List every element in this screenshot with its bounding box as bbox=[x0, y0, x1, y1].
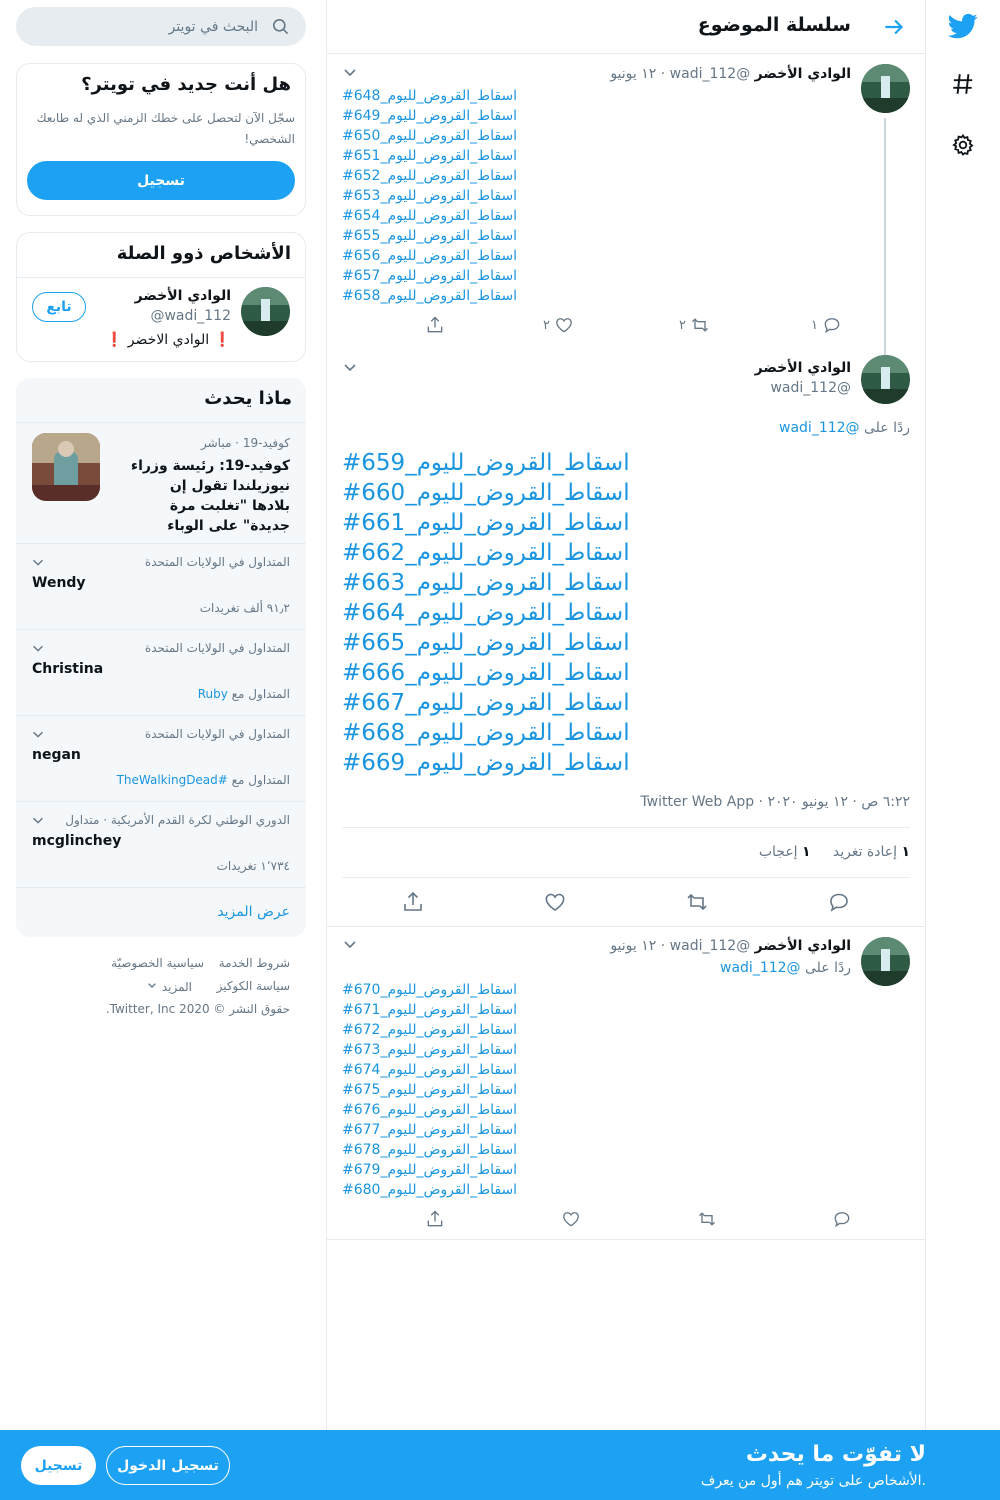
author-name[interactable]: الوادي الأخضر bbox=[754, 938, 851, 954]
trend-item[interactable] bbox=[16, 715, 306, 801]
hashtag-link[interactable]: #اسقاط_القروض_لليوم_657 bbox=[342, 268, 518, 284]
retweet-icon bbox=[685, 890, 709, 914]
reply-to-line bbox=[720, 960, 851, 976]
share-button[interactable] bbox=[401, 890, 425, 914]
hashtag-link[interactable]: #اسقاط_القروض_لليوم_680 bbox=[342, 1182, 518, 1198]
hashtag-link[interactable]: #اسقاط_القروض_لليوم_648 bbox=[342, 88, 518, 104]
tweet-actions bbox=[327, 890, 925, 914]
retweet-button[interactable] bbox=[675, 313, 710, 337]
page-title: سلسلة الموضوع bbox=[697, 14, 851, 36]
tweet-header: الوادي الأخضر @wadi_112 · ١٢ يونيو bbox=[610, 938, 851, 954]
engagement-stats bbox=[759, 844, 910, 860]
reply-button[interactable] bbox=[807, 313, 842, 337]
hashtag-link[interactable]: #اسقاط_القروض_لليوم_674 bbox=[342, 1062, 518, 1078]
like-count: ٢ bbox=[543, 317, 550, 333]
show-more-link[interactable] bbox=[16, 887, 306, 937]
share-icon bbox=[425, 1209, 445, 1229]
whats-happening-title: ماذا يحدث bbox=[204, 388, 292, 409]
chevron-down-icon[interactable] bbox=[30, 726, 46, 742]
bottom-bar-title: لا تفوّت ما يحدث bbox=[745, 1442, 926, 1467]
settings-gear-icon[interactable] bbox=[943, 125, 983, 165]
retweet-button[interactable] bbox=[685, 890, 709, 914]
hashtag-link[interactable]: #اسقاط_القروض_لليوم_660 bbox=[342, 480, 630, 506]
reply-to-prefix: ردًا على bbox=[805, 960, 851, 976]
trend-name: Wendy bbox=[32, 575, 86, 591]
thread-connector-line bbox=[884, 118, 886, 380]
twitter-logo-icon[interactable] bbox=[943, 6, 983, 46]
footer-copyright: حقوق النشر © 2020 Twitter, Inc. bbox=[105, 1002, 290, 1016]
heart-icon bbox=[561, 1209, 581, 1229]
tweet-text bbox=[342, 980, 517, 1200]
hashtag-link[interactable]: #اسقاط_القروض_لليوم_666 bbox=[342, 660, 630, 686]
divider bbox=[342, 877, 910, 878]
hashtag-link[interactable]: #اسقاط_القروض_لليوم_661 bbox=[342, 510, 630, 536]
author-handle: @wadi_112 bbox=[669, 938, 751, 954]
trend-meta: المتداول في الولايات المتحدة bbox=[144, 727, 290, 741]
tweet-timestamp[interactable]: ٦:٢٢ ص · ١٢ يونيو ٢٠٢٠ · Twitter Web App bbox=[640, 794, 910, 810]
reply-to-handle[interactable]: @wadi_112 bbox=[720, 960, 801, 976]
tweet-date[interactable]: ١٢ يونيو bbox=[610, 66, 657, 82]
author-handle: @wadi_112 bbox=[669, 66, 751, 82]
trend-sub: ١٬٧٣٤ تغريدات bbox=[216, 859, 290, 873]
reply-icon bbox=[822, 315, 842, 335]
author-name[interactable]: الوادي الأخضر bbox=[754, 66, 851, 82]
hashtag-link[interactable]: #اسقاط_القروض_لليوم_671 bbox=[342, 1002, 518, 1018]
signup-card-text: سجّل الآن لتحصل على خطك الزمني الذي له طابعك الشخصي! bbox=[36, 111, 295, 146]
hashtag-link[interactable]: #اسقاط_القروض_لليوم_655 bbox=[342, 228, 518, 244]
divider bbox=[17, 277, 305, 278]
hashtag-link[interactable]: #اسقاط_القروض_لليوم_677 bbox=[342, 1122, 518, 1138]
reply-to-line bbox=[779, 420, 910, 436]
hashtag-link[interactable]: #اسقاط_القروض_لليوم_649 bbox=[342, 108, 518, 124]
trend-name: Christina bbox=[32, 661, 104, 677]
footer-terms-link[interactable]: شروط الخدمة bbox=[218, 956, 290, 970]
reply-icon bbox=[832, 1209, 852, 1229]
share-icon bbox=[401, 890, 425, 914]
reply-count: ١ bbox=[811, 317, 818, 333]
explore-hashtag-icon[interactable] bbox=[943, 64, 983, 104]
chevron-down-icon[interactable] bbox=[341, 358, 359, 376]
side-nav bbox=[925, 0, 1000, 1430]
chevron-down-icon[interactable] bbox=[341, 63, 359, 81]
tweet-1[interactable] bbox=[327, 54, 925, 354]
share-icon bbox=[425, 315, 445, 335]
hashtag-link[interactable]: #اسقاط_القروض_لليوم_663 bbox=[342, 570, 630, 596]
trend-item[interactable] bbox=[16, 629, 306, 715]
retweets-stat[interactable]: ١ إعادة تغريد bbox=[832, 844, 910, 860]
main-column bbox=[326, 0, 926, 1430]
trend-sub: ٩١٫٢ ألف تغريدات bbox=[199, 601, 290, 615]
retweet-icon bbox=[697, 1209, 717, 1229]
trend-meta: الدوري الوطني لكرة القدم الأمريكية · متداول bbox=[65, 813, 290, 827]
hashtag-link[interactable]: #اسقاط_القروض_لليوم_658 bbox=[342, 288, 518, 304]
person-bio: ❗ الوادي الاخضر ❗ bbox=[105, 332, 231, 348]
divider bbox=[342, 827, 910, 828]
trend-item[interactable] bbox=[16, 543, 306, 629]
hashtag-link[interactable]: #اسقاط_القروض_لليوم_659 bbox=[342, 450, 630, 476]
person-name[interactable]: الوادي الأخضر bbox=[134, 288, 231, 304]
retweet-button[interactable] bbox=[697, 1207, 717, 1231]
likes-stat[interactable]: ١ إعجاب bbox=[758, 844, 811, 860]
news-item[interactable] bbox=[16, 422, 306, 543]
hashtag-link[interactable]: #اسقاط_القروض_لليوم_669 bbox=[342, 750, 630, 776]
trend-meta: المتداول في الولايات المتحدة bbox=[144, 555, 290, 569]
footer-cookies-link[interactable]: سياسة الكوكيز bbox=[216, 979, 290, 993]
chevron-down-icon[interactable] bbox=[30, 812, 46, 828]
like-button[interactable] bbox=[543, 890, 567, 914]
reply-to-prefix: ردًا على bbox=[864, 420, 910, 436]
author-avatar[interactable] bbox=[861, 937, 910, 986]
tweet-3[interactable] bbox=[327, 927, 925, 1240]
tweet-header: الوادي الأخضر @wadi_112 · ١٢ يونيو bbox=[610, 66, 851, 82]
author-name[interactable]: الوادي الأخضر bbox=[754, 360, 851, 376]
whats-happening-card bbox=[16, 378, 306, 937]
signup-button[interactable]: تسجيل bbox=[27, 161, 295, 200]
bottom-signup-button[interactable]: تسجيل bbox=[21, 1446, 96, 1485]
news-thumbnail bbox=[32, 433, 100, 501]
reply-icon bbox=[827, 890, 851, 914]
trend-sub: المتداول مع Ruby bbox=[197, 687, 290, 701]
person-handle: @wadi_112 bbox=[150, 308, 231, 324]
heart-icon bbox=[554, 315, 574, 335]
chevron-down-icon bbox=[146, 979, 158, 991]
login-button[interactable]: تسجيل الدخول bbox=[106, 1446, 230, 1485]
reply-button[interactable] bbox=[827, 890, 851, 914]
signup-card-title: هل أنت جديد في تويتر؟ bbox=[81, 74, 291, 95]
show-more-text[interactable]: عرض المزيد bbox=[217, 904, 290, 920]
hashtag-link[interactable]: #اسقاط_القروض_لليوم_672 bbox=[342, 1022, 518, 1038]
search-box[interactable] bbox=[16, 7, 306, 46]
hashtag-link[interactable]: #اسقاط_القروض_لليوم_650 bbox=[342, 128, 518, 144]
trend-item[interactable] bbox=[16, 801, 306, 887]
search-input[interactable] bbox=[58, 7, 258, 46]
hashtag-link[interactable]: #اسقاط_القروض_لليوم_676 bbox=[342, 1102, 518, 1118]
tweet-text bbox=[342, 448, 630, 778]
hashtag-link[interactable]: #اسقاط_القروض_لليوم_675 bbox=[342, 1082, 518, 1098]
hashtag-link[interactable]: #اسقاط_القروض_لليوم_654 bbox=[342, 208, 518, 224]
trend-name: mcglinchey bbox=[32, 833, 122, 849]
hashtag-link[interactable]: #اسقاط_القروض_لليوم_678 bbox=[342, 1142, 518, 1158]
hashtag-link[interactable]: #اسقاط_القروض_لليوم_651 bbox=[342, 148, 518, 164]
hashtag-link[interactable]: #اسقاط_القروض_لليوم_656 bbox=[342, 248, 518, 264]
tweet-actions bbox=[327, 1207, 925, 1231]
news-meta: كوفيد-19 · مباشر bbox=[200, 436, 290, 450]
back-arrow-icon[interactable] bbox=[881, 14, 907, 40]
hashtag-link[interactable]: #اسقاط_القروض_لليوم_668 bbox=[342, 720, 630, 746]
share-button[interactable] bbox=[425, 1207, 445, 1231]
search-icon[interactable] bbox=[271, 17, 290, 36]
relevant-people-title: الأشخاص ذوو الصلة bbox=[116, 243, 291, 264]
hashtag-link[interactable]: #اسقاط_القروض_لليوم_670 bbox=[342, 982, 518, 998]
hashtag-link[interactable]: #اسقاط_القروض_لليوم_652 bbox=[342, 168, 518, 184]
signup-card bbox=[16, 63, 306, 216]
news-headline: كوفيد-19: رئيسة وزراء نيوزيلندا تقول إن بلادها "تغلبت مرة جديدة" على الوباء bbox=[130, 458, 290, 534]
hashtag-link[interactable]: #اسقاط_القروض_لليوم_679 bbox=[342, 1162, 518, 1178]
hashtag-link[interactable]: #اسقاط_القروض_لليوم_673 bbox=[342, 1042, 518, 1058]
author-avatar[interactable] bbox=[861, 355, 910, 404]
tweet-text bbox=[342, 86, 517, 306]
person-avatar[interactable] bbox=[241, 287, 290, 336]
like-button[interactable] bbox=[539, 313, 574, 337]
trend-name: negan bbox=[32, 747, 81, 763]
author-avatar[interactable] bbox=[861, 64, 910, 113]
thread-header bbox=[327, 0, 925, 54]
hashtag-link[interactable]: #اسقاط_القروض_لليوم_664 bbox=[342, 600, 630, 626]
heart-icon bbox=[543, 890, 567, 914]
bottom-bar-subtitle: الأشخاص على تويتر هم أول من يعرف. bbox=[700, 1473, 926, 1489]
chevron-down-icon[interactable] bbox=[30, 640, 46, 656]
hashtag-link[interactable]: #اسقاط_القروض_لليوم_665 bbox=[342, 630, 630, 656]
hashtag-link[interactable]: #اسقاط_القروض_لليوم_662 bbox=[342, 540, 630, 566]
retweet-icon bbox=[690, 315, 710, 335]
chevron-down-icon[interactable] bbox=[341, 935, 359, 953]
follow-button[interactable]: تابع bbox=[32, 292, 86, 322]
trend-sub: المتداول مع #TheWalkingDead bbox=[116, 773, 290, 787]
retweet-count: ٢ bbox=[679, 317, 686, 333]
footer-more-link[interactable]: المزيد bbox=[146, 979, 192, 994]
reply-to-handle[interactable]: @wadi_112 bbox=[779, 420, 860, 436]
hashtag-link[interactable]: #اسقاط_القروض_لليوم_667 bbox=[342, 690, 630, 716]
tweet-date[interactable]: ١٢ يونيو bbox=[610, 938, 657, 954]
tweet-actions bbox=[327, 313, 925, 337]
author-handle: @wadi_112 bbox=[770, 380, 851, 396]
hashtag-link[interactable]: #اسقاط_القروض_لليوم_653 bbox=[342, 188, 518, 204]
relevant-people-card bbox=[16, 232, 306, 362]
chevron-down-icon[interactable] bbox=[30, 554, 46, 570]
trend-meta: المتداول في الولايات المتحدة bbox=[144, 641, 290, 655]
bottom-signup-bar bbox=[0, 1430, 1000, 1500]
tweet-2-focused[interactable] bbox=[327, 345, 925, 927]
footer-privacy-link[interactable]: سياسية الخصوصيّة bbox=[111, 956, 204, 970]
like-button[interactable] bbox=[561, 1207, 581, 1231]
reply-button[interactable] bbox=[832, 1207, 852, 1231]
share-button[interactable] bbox=[425, 313, 445, 337]
